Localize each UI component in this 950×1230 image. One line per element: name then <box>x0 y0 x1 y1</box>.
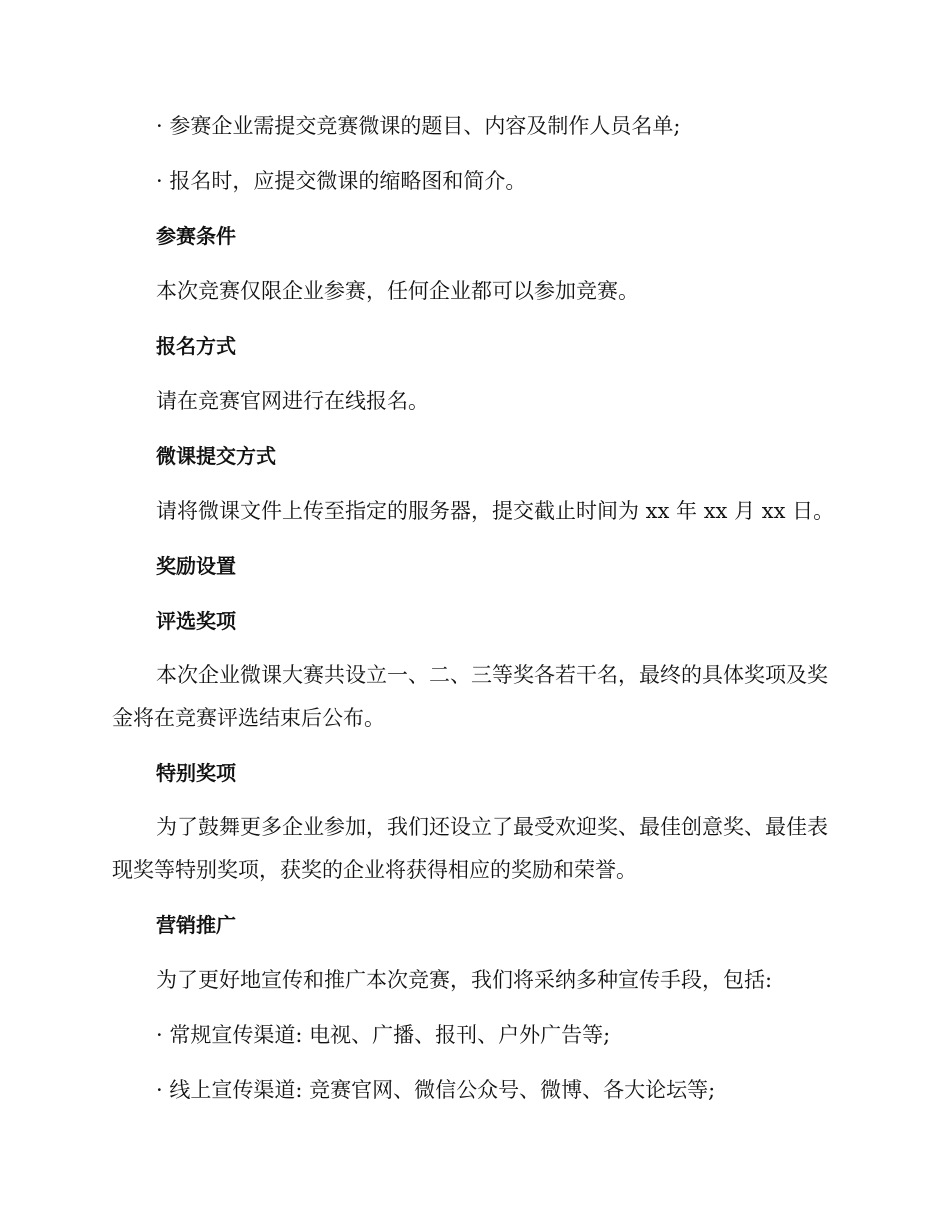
section-heading: 报名方式 <box>156 334 236 358</box>
paragraph: 请将微课文件上传至指定的服务器，提交截止时间为 xx 年 xx 月 xx 日。 <box>156 499 835 523</box>
section-heading: 奖励设置 <box>156 554 236 578</box>
subsection-heading: 特别奖项 <box>156 761 236 785</box>
section-heading: 微课提交方式 <box>156 444 276 468</box>
paragraph: 请在竞赛官网进行在线报名。 <box>156 389 429 413</box>
section-heading: 营销推广 <box>156 913 236 937</box>
bullet-item: · 线上宣传渠道: 竞赛官网、微信公众号、微博、各大论坛等; <box>156 1078 716 1102</box>
bullet-item: · 常规宣传渠道: 电视、广播、报刊、户外广告等; <box>156 1023 611 1047</box>
bullet-item: · 参赛企业需提交竞赛微课的题目、内容及制作人员名单; <box>156 114 681 138</box>
paragraph: 本次企业微课大赛共设立一、二、三等奖各若干名，最终的具体奖项及奖金将在竞赛评选结束后公布。 <box>112 663 828 730</box>
section-heading: 参赛条件 <box>156 224 236 248</box>
bullet-item: · 报名时，应提交微课的缩略图和简介。 <box>156 169 527 193</box>
paragraph: 为了更好地宣传和推广本次竞赛，我们将采纳多种宣传手段，包括: <box>156 968 773 992</box>
paragraph: 为了鼓舞更多企业参加，我们还设立了最受欢迎奖、最佳创意奖、最佳表现奖等特别奖项，获奖的企业将获得相应的奖励和荣誉。 <box>112 815 828 882</box>
subsection-heading: 评选奖项 <box>156 609 236 633</box>
paragraph: 本次竞赛仅限企业参赛，任何企业都可以参加竞赛。 <box>156 279 639 303</box>
